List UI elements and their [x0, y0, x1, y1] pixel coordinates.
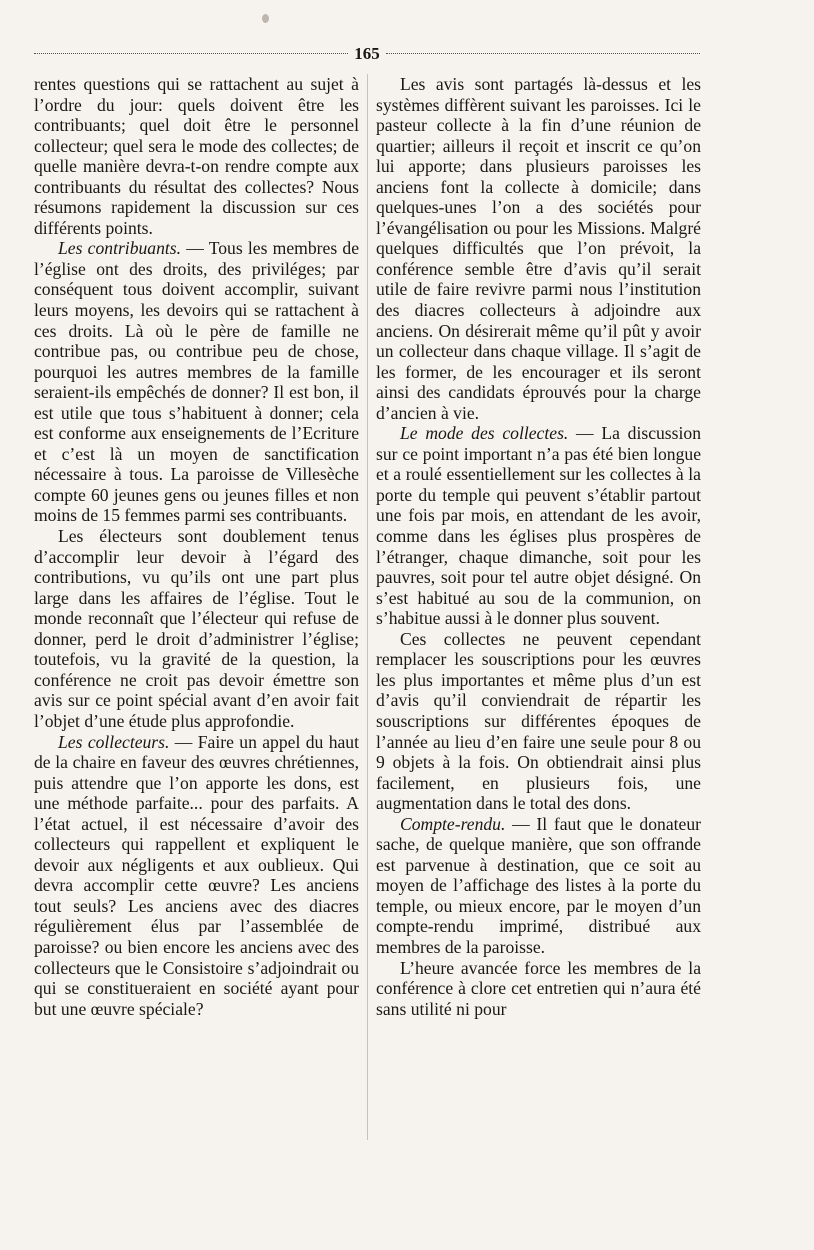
header-rule-right [386, 53, 700, 54]
page-header [34, 44, 700, 66]
paragraph: Compte-rendu. — Il faut que le donateur sache, de quelque manière, que son offrande est parvenue à destination, que ce soit au moyen de l’affichage des listes à la porte du temple, ou mieux encore, par le moyen d’un compte-rendu imprimé, distribué aux membres de la paroisse. [376, 813, 701, 957]
paragraph: Les contribuants. — Tous les membres de l’église ont des droits, des priviléges; par conséquent tous doivent accomplir, suivant leurs moyens, les devoirs qui se rattachent à ces droits. Là où le père de famille ne contribue pas, ou contribue peu de chose, pourquoi les autres membres de la famille seraient-ils empêchés de donner? Il est bon, il est utile que tous s’habituent à donner; cela est conforme aux enseignements de l’Ecriture et c’est là un moyen de sanctification nécessaire à tous. La paroisse de Villesèche compte 60 jeunes gens ou jeunes filles et non moins de 15 femmes parmi ses contribuants. [34, 238, 359, 526]
paragraph: Le mode des collectes. — La discussion sur ce point important n’a pas été bien longue et a roulé essentiellement sur les collectes à la porte du temple qui peuvent s’établir partout une fois par mois, en attendant de les avoir, comme dans les églises plus prospères de l’étranger, chaque dimanche, soit pour les pauvres, soit pour tel autre objet désigné. On s’est habitué au sou de la communion, on s’habitue aussi à le donner plus souvent. [376, 423, 701, 629]
column-divider [367, 74, 368, 1140]
paragraph: L’heure avancée force les membres de la conférence à clore cet entretien qui n’aura été sans utilité ni pour [376, 957, 701, 1019]
header-rule-left [34, 53, 348, 54]
paper-speck [262, 14, 269, 23]
right-column [376, 74, 701, 1019]
paragraph: rentes questions qui se rattachent au sujet à l’ordre du jour: quels doivent être les contribuants; quel doit être le personnel collecteur; quel sera le mode des collectes; de quelle manière devra-t-on rendre compte aux contribuants du résultat des collectes? Nous résumons rapidement la discussion sur ces différents points. [34, 74, 359, 238]
paragraph: Les collecteurs. — Faire un appel du haut de la chaire en faveur des œuvres chrétiennes, puis attendre que l’on apporte les dons, est une méthode parfaite... pour des parfaits. A l’état actuel, il est nécessaire d’avoir des collecteurs qui rappellent et expliquent le devoir aux négligents et aux oublieux. Qui devra accomplir cette œuvre? Les anciens tout seuls? Les anciens avec des diacres régulièrement élus par l’assemblée de paroisse? ou bien encore les anciens avec des collecteurs que le Consistoire s’adjoindrait ou qui se constitueraient en société ayant pour but une œuvre spéciale? [34, 731, 359, 1019]
section-heading: Les collecteurs. [58, 731, 170, 752]
page-number: 165 [354, 44, 380, 63]
section-heading: Le mode des collectes. [400, 423, 569, 444]
section-heading: Les contribuants. [58, 238, 182, 259]
paragraph: Les électeurs sont doublement tenus d’accomplir leur devoir à l’égard des contributions, vu qu’ils ont une part plus large dans les affaires de l’église. Tout le monde reconnaît que l’électeur qui refuse de donner, perd le droit d’administrer l’église; toutefois, vu la gravité de la question, la conférence ne croit pas devoir émettre son avis sur ce point spécial avant d’en avoir fait l’objet d’une étude plus approfondie. [34, 526, 359, 731]
section-heading: Compte-rendu. [400, 813, 506, 834]
left-column [34, 74, 359, 1019]
paragraph: Ces collectes ne peuvent cependant remplacer les souscriptions pour les œuvres les plus importantes et même plus d’un est d’avis qu’il conviendrait de répartir les souscriptions sur différentes époques de l’année au lieu d’en faire une seule pour 8 ou 9 objets à la fois. On obtiendrait ainsi plus facilement, en plusieurs fois, une augmentation dans le total des dons. [376, 628, 701, 814]
paragraph: Les avis sont partagés là-dessus et les systèmes diffèrent suivant les paroisses. Ici le pasteur collecte à la fin d’une réunion de quartier; ailleurs il reçoit et inscrit ce qu’on lui apporte; dans plusieurs paroisses les anciens font la collecte à domicile; dans quelques-unes l’on a des sociétés pour l’évangélisation ou pour les Missions. Malgré quelques difficultés que l’on prévoit, la conférence semble être d’avis qu’il serait utile de faire revivre parmi nous l’institution des diacres collecteurs à adjoindre aux anciens. On désirerait même qu’il pût y avoir un collecteur dans chaque village. Il s’agit de les former, de les encourager et ils seront ainsi des candidats éprouvés pour la charge d’ancien à vie. [376, 74, 701, 423]
